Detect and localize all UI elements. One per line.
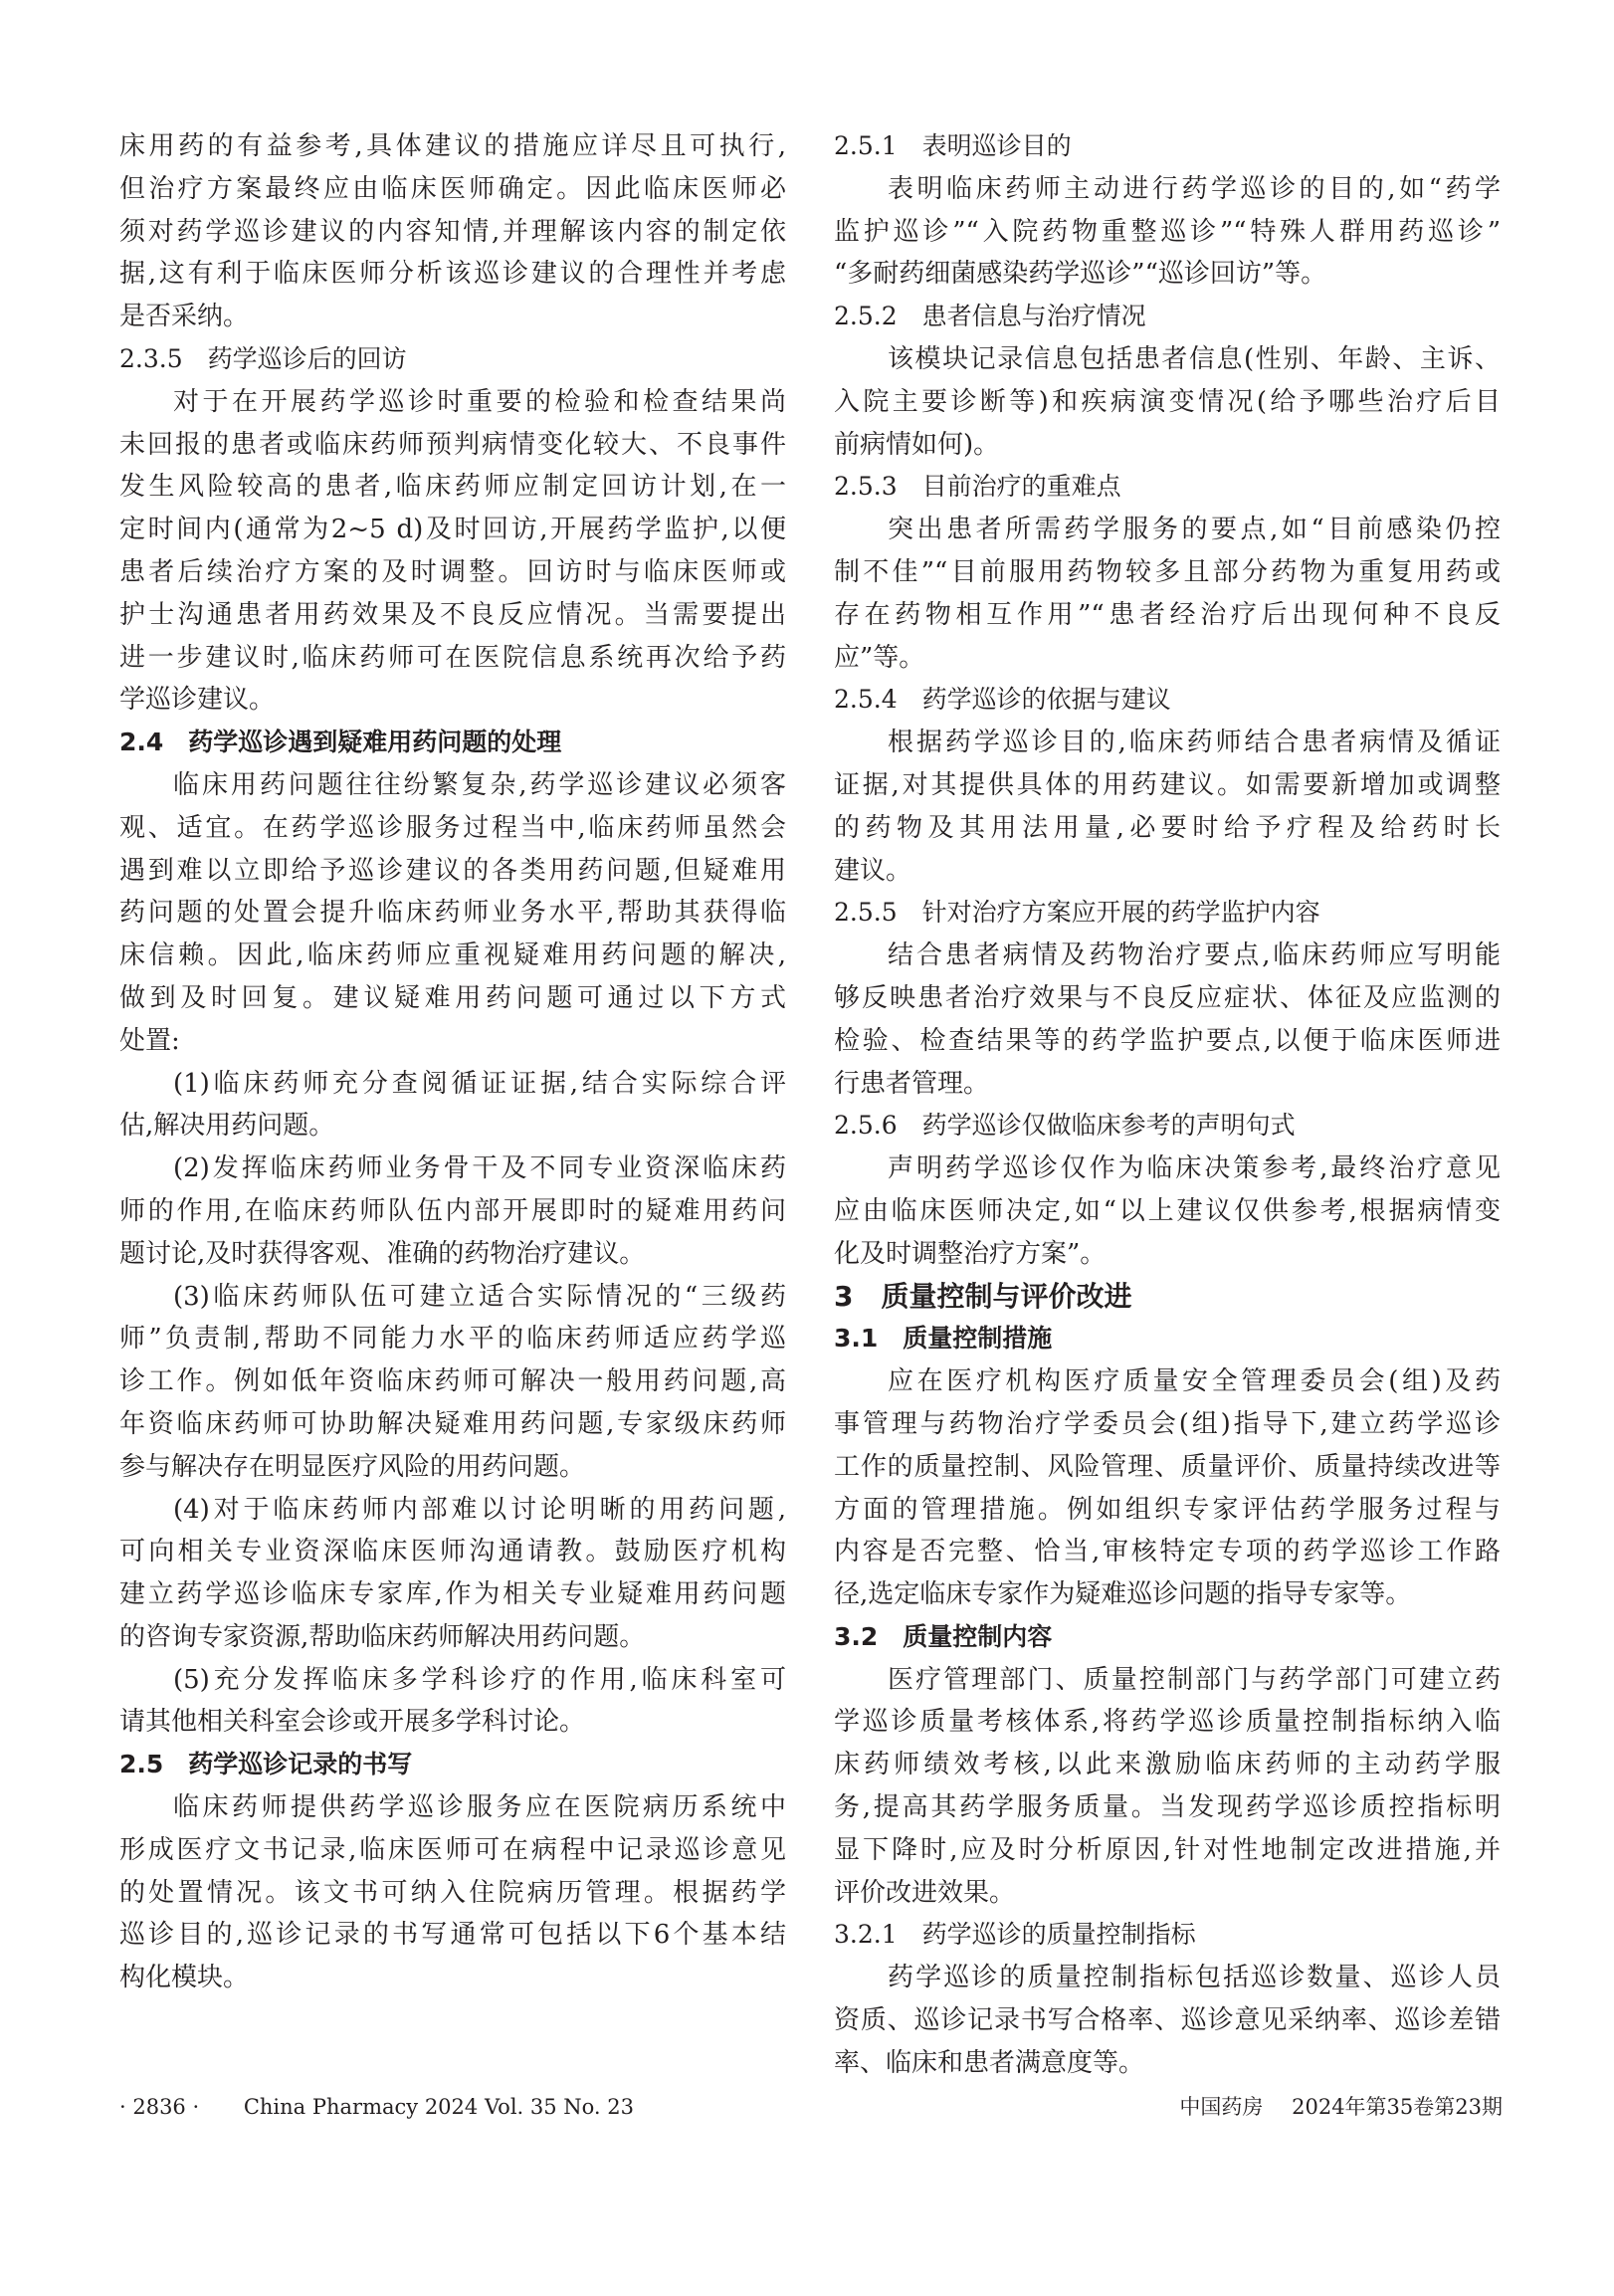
text-line: 师”负责制,帮助不同能力水平的临床药师适应药学巡 [119,1324,786,1355]
subsection-heading: 2.5 药学巡诊记录的书写 [119,1750,413,1779]
text-line: (5)充分发挥临床多学科诊疗的作用,临床科室可 [173,1664,786,1695]
subsubsection-heading: 2.5.4 药学巡诊的依据与建议 [834,685,1171,715]
text-line: 建议。 [834,855,912,886]
text-line: 学巡诊建议。 [119,685,276,716]
journal-name-cn: 中国药房 [1179,2095,1264,2119]
subsection-heading: 2.4 药学巡诊遇到疑难用药问题的处理 [119,728,562,757]
text-line: 床用药的有益参考,具体建议的措施应详尽且可执行, [119,131,786,161]
subsubsection-heading: 2.5.1 表明巡诊目的 [834,131,1072,160]
text-line: 结合患者病情及药物治疗要点,临床药师应写明能 [888,940,1501,971]
text-line: 的处置情况。该文书可纳入住院病历管理。根据药学 [119,1877,786,1908]
text-line: 应在医疗机构医疗质量安全管理委员会(组)及药 [888,1366,1501,1397]
right-column [834,125,1501,2085]
subsubsection-heading: 2.5.3 目前治疗的重难点 [834,472,1121,502]
text-line: “多耐药细菌感染药学巡诊”“巡诊回访”等。 [834,259,1327,290]
text-line: 形成医疗文书记录,临床医师可在病程中记录巡诊意见 [119,1834,786,1865]
text-line: 须对药学巡诊建议的内容知情,并理解该内容的制定依 [119,216,786,247]
text-line: 年资临床药师可协助解决疑难用药问题,专家级床药师 [119,1408,786,1439]
text-line: 床信赖。因此,临床药师应重视疑难用药问题的解决, [119,940,786,971]
text-line: 诊工作。例如低年资临床药师可解决一般用药问题,高 [119,1366,786,1397]
text-line: 化及时调整治疗方案”。 [834,1238,1107,1269]
text-line: 医疗管理部门、质量控制部门与药学部门可建立药 [888,1664,1501,1695]
text-line: 显下降时,应及时分析原因,针对性地制定改进措施,并 [834,1834,1501,1865]
text-line: 应由临床医师决定,如“以上建议仅供参考,根据病情变 [834,1195,1501,1226]
subsubsection-heading: 3.2.1 药学巡诊的质量控制指标 [834,1920,1196,1950]
text-line: 请其他相关科室会诊或开展多学科讨论。 [119,1707,586,1738]
text-line: 床药师绩效考核,以此来激励临床药师的主动药学服 [834,1750,1501,1780]
text-line: 径,选定临床专家作为疑难巡诊问题的指导专家等。 [834,1579,1412,1610]
text-line: 证据,对其提供具体的用药建议。如需要新增加或调整 [834,769,1501,800]
text-line: 可向相关专业资深临床医师沟通请教。鼓励医疗机构 [119,1537,786,1567]
text-line: 临床用药问题往往纷繁复杂,药学巡诊建议必须客 [173,769,786,800]
text-line: 未回报的患者或临床药师预判病情变化较大、不良事件 [119,429,786,460]
text-line: 声明药学巡诊仅作为临床决策参考,最终治疗意见 [888,1153,1501,1184]
text-line: 护士沟通患者用药效果及不良反应情况。当需要提出 [119,599,786,630]
text-line: 检验、检查结果等的药学监护要点,以便于临床医师进 [834,1025,1501,1056]
text-line: 表明临床药师主动进行药学巡诊的目的,如“药学 [888,173,1501,204]
text-line: 突出患者所需药学服务的要点,如“目前感染仍控 [888,515,1501,545]
text-line: (3)临床药师队伍可建立适合实际情况的“三级药 [173,1281,786,1312]
text-line: (1)临床药师充分查阅循证证据,结合实际综合评 [173,1068,786,1099]
text-line: 事管理与药物治疗学委员会(组)指导下,建立药学巡诊 [834,1408,1501,1439]
left-column [119,125,786,1999]
text-line: 根据药学巡诊目的,临床药师结合患者病情及循证 [888,728,1501,758]
text-line: 药学巡诊的质量控制指标包括巡诊数量、巡诊人员 [888,1963,1501,1993]
text-line: 率、临床和患者满意度等。 [834,2047,1145,2078]
text-line: 临床药师提供药学巡诊服务应在医院病历系统中 [173,1792,786,1823]
subsection-heading: 3.1 质量控制措施 [834,1324,1053,1354]
text-line: (2)发挥临床药师业务骨干及不同专业资深临床药 [173,1153,786,1184]
text-line: 的药物及其用法用量,必要时给予疗程及给药时长 [834,812,1501,843]
text-line: 遇到难以立即给予巡诊建议的各类用药问题,但疑难用 [119,855,786,886]
text-line: (4)对于临床药师内部难以讨论明晰的用药问题, [173,1494,786,1525]
text-line: 行患者管理。 [834,1068,990,1099]
text-line: 务,提高其药学服务质量。当发现药学巡诊质控指标明 [834,1792,1501,1823]
journal-name-en: China Pharmacy 2024 Vol. 35 No. 23 [243,2095,635,2119]
text-line: 方面的管理措施。例如组织专家评估药学服务过程与 [834,1494,1501,1525]
subsubsection-heading: 2.5.6 药学巡诊仅做临床参考的声明句式 [834,1111,1296,1141]
subsubsection-heading: 2.3.5 药学巡诊后的回访 [119,343,407,373]
text-line: 定时间内(通常为2~5 d)及时回访,开展药学监护,以便 [119,515,786,545]
footer-right [1179,2092,1503,2122]
text-line: 对于在开展药学巡诊时重要的检验和检查结果尚 [173,386,786,417]
text-line: 师的作用,在临床药师队伍内部开展即时的疑难用药问 [119,1195,786,1226]
text-line: 观、适宜。在药学巡诊服务过程当中,临床药师虽然会 [119,812,786,843]
text-line: 发生风险较高的患者,临床药师应制定回访计划,在一 [119,472,786,503]
text-line: 估,解决用药问题。 [119,1111,335,1142]
text-line: 的咨询专家资源,帮助临床药师解决用药问题。 [119,1621,646,1652]
page-number: · 2836 · [119,2095,200,2119]
text-line: 学巡诊质量考核体系,将药学巡诊质量控制指标纳入临 [834,1707,1501,1738]
subsubsection-heading: 2.5.2 患者信息与治疗情况 [834,302,1146,331]
text-line: 监护巡诊”“入院药物重整巡诊”“特殊人群用药巡诊” [834,216,1501,247]
text-line: 患者后续治疗方案的及时调整。回访时与临床医师或 [119,556,786,587]
text-line: 是否采纳。 [119,302,250,332]
text-line: 制不佳”“目前服用药物较多且部分药物为重复用药或 [834,556,1501,587]
text-line: 资质、巡诊记录书写合格率、巡诊意见采纳率、巡诊差错 [834,2005,1501,2036]
subsection-heading: 3.2 质量控制内容 [834,1621,1053,1651]
text-line: 处置: [119,1025,180,1056]
text-line: 建立药学巡诊临床专家库,作为相关专业疑难用药问题 [119,1579,786,1610]
text-line: 药问题的处置会提升临床药师业务水平,帮助其获得临 [119,898,786,929]
text-line: 题讨论,及时获得客观、准确的药物治疗建议。 [119,1238,646,1269]
footer-left [119,2092,634,2122]
text-line: 进一步建议时,临床药师可在医院信息系统再次给予药 [119,642,786,673]
text-line: 但治疗方案最终应由临床医师确定。因此临床医师必 [119,173,786,204]
text-line: 内容是否完整、恰当,审核特定专项的药学巡诊工作路 [834,1537,1501,1567]
text-line: 参与解决存在明显医疗风险的用药问题。 [119,1451,586,1482]
text-line: 评价改进效果。 [834,1877,1016,1908]
subsubsection-heading: 2.5.5 针对治疗方案应开展的药学监护内容 [834,898,1320,928]
text-line: 构化模块。 [119,1963,250,1993]
text-line: 巡诊目的,巡诊记录的书写通常可包括以下6个基本结 [119,1920,786,1951]
text-line: 做到及时回复。建议疑难用药问题可通过以下方式 [119,982,786,1013]
section-heading: 3 质量控制与评价改进 [834,1279,1132,1313]
text-line: 应”等。 [834,642,925,673]
text-line: 入院主要诊断等)和疾病演变情况(给予哪些治疗后目 [834,386,1501,417]
text-line: 够反映患者治疗效果与不良反应症状、体征及应监测的 [834,982,1501,1013]
text-line: 工作的质量控制、风险管理、质量评价、质量持续改进等 [834,1451,1501,1482]
text-line: 据,这有利于临床医师分析该巡诊建议的合理性并考虑 [119,259,786,290]
text-line: 该模块记录信息包括患者信息(性别、年龄、主诉、 [888,343,1501,374]
text-line: 存在药物相互作用”“患者经治疗后出现何种不良反 [834,599,1501,630]
journal-issue-cn: 2024年第35卷第23期 [1292,2095,1503,2119]
text-line: 前病情如何)。 [834,429,1000,460]
